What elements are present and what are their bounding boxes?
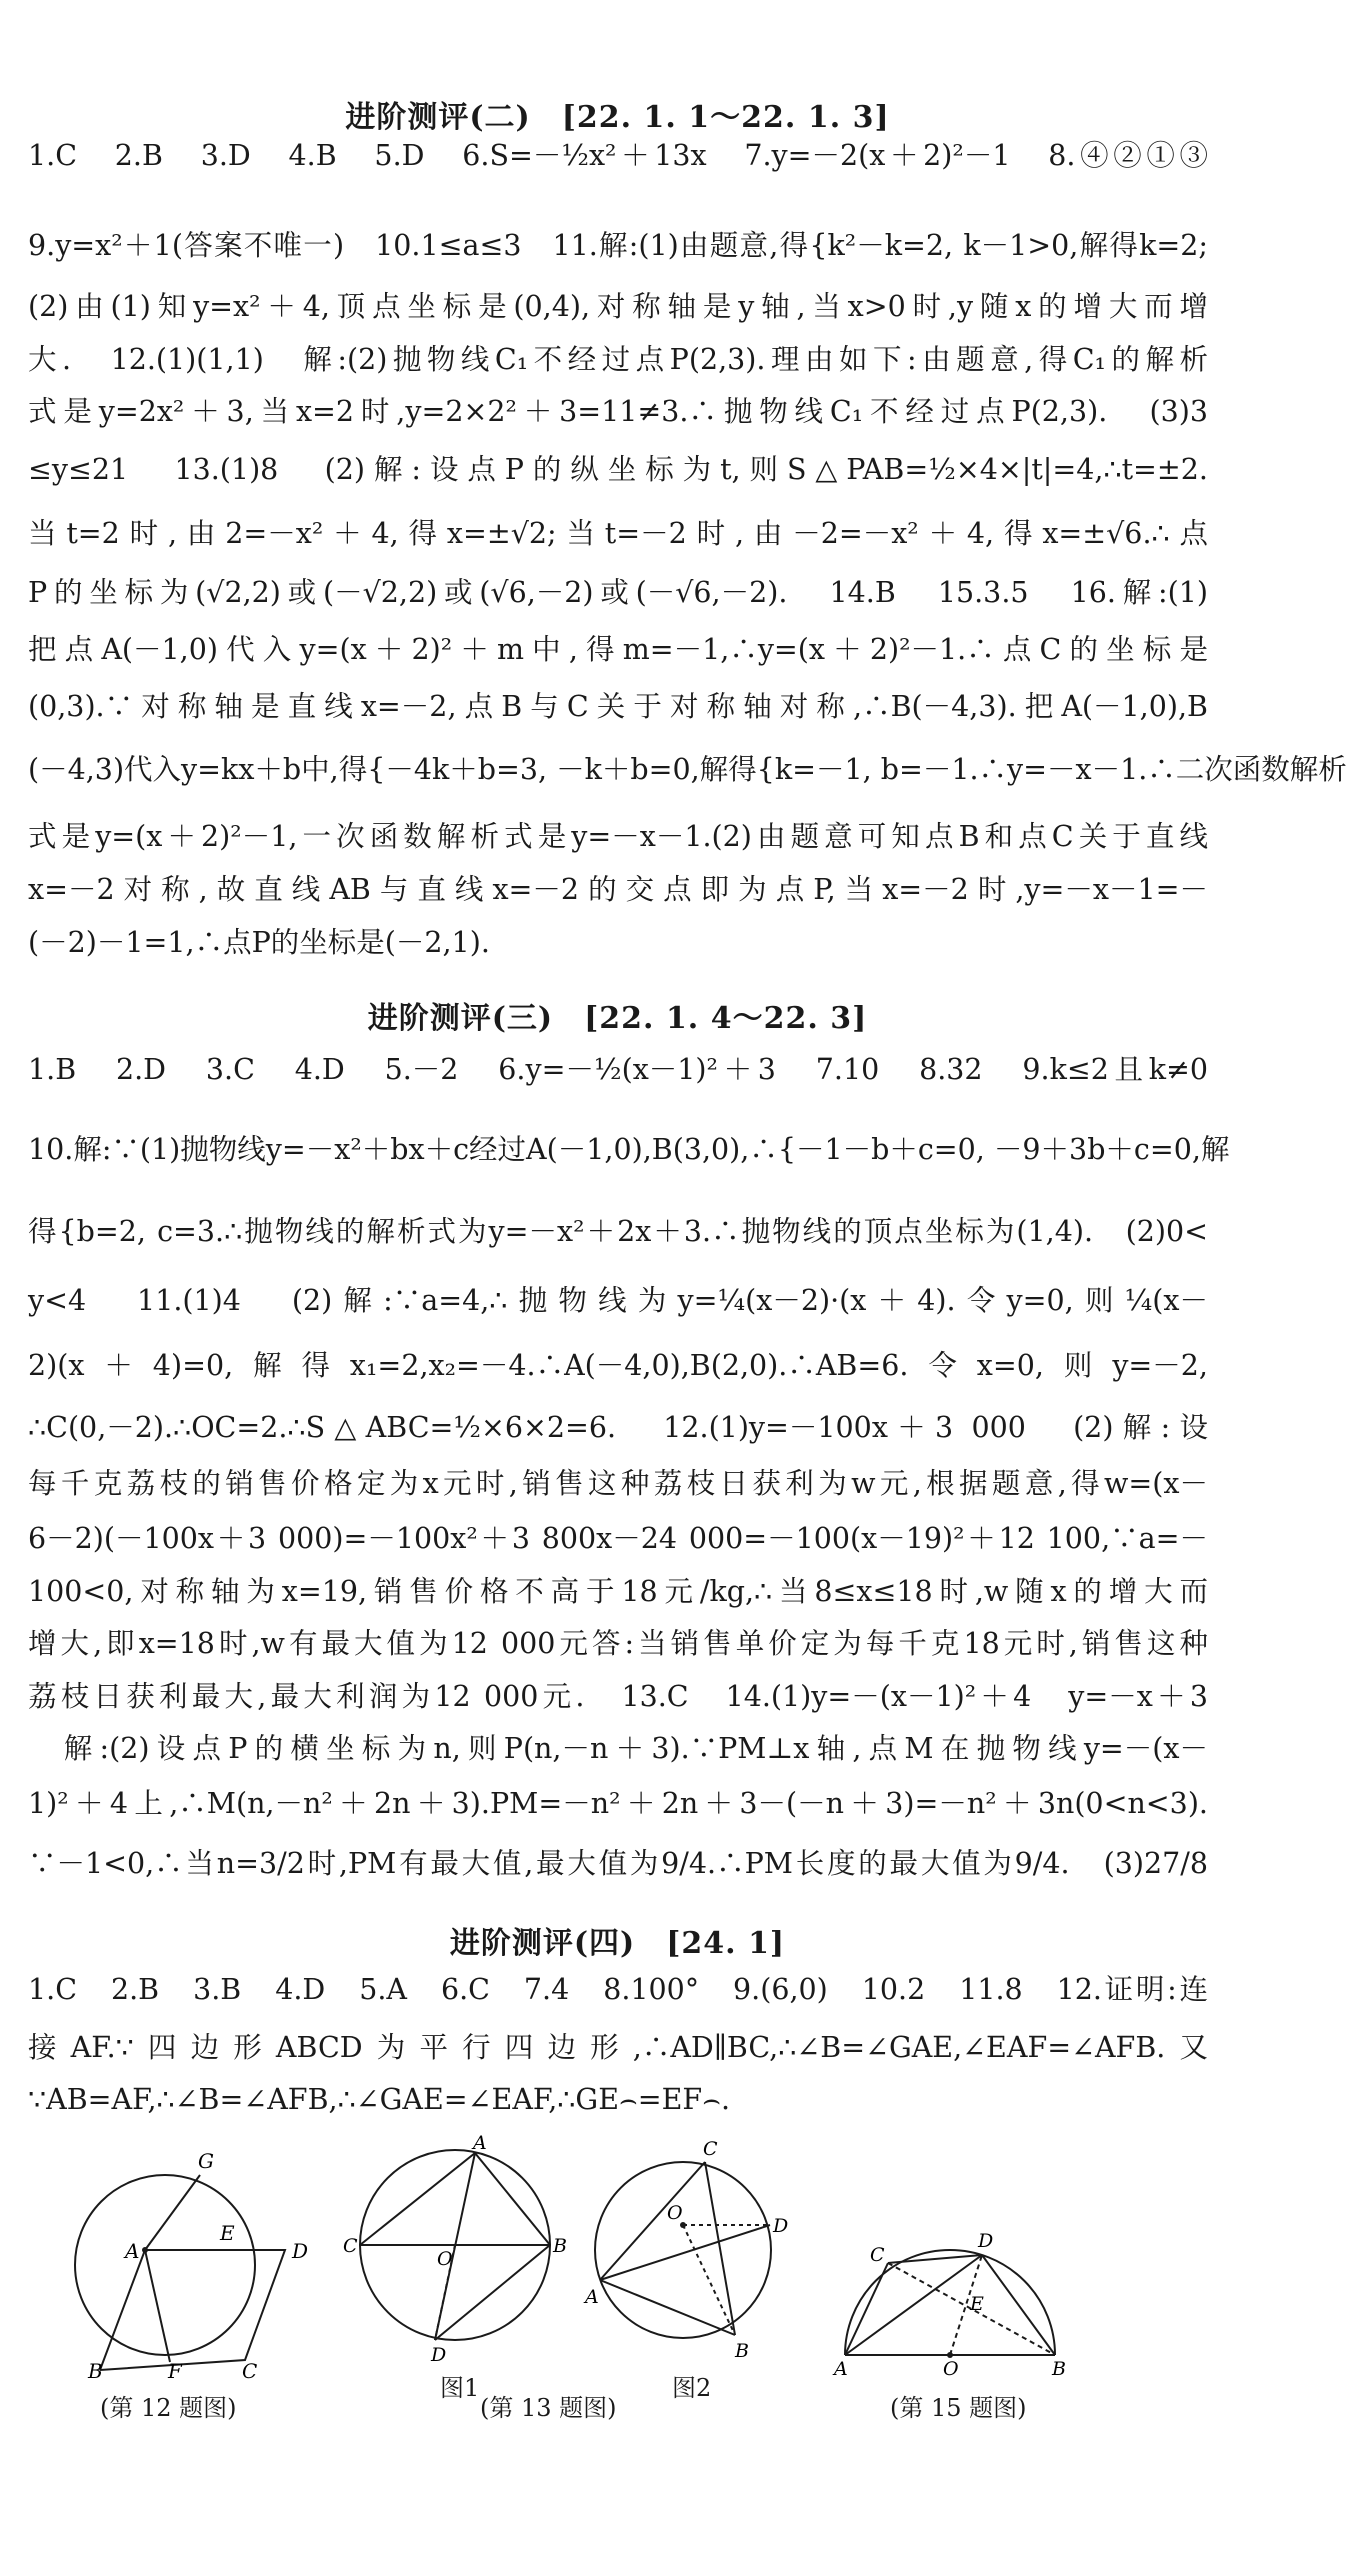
section-title-4: 进阶测评(四) [24. 1] xyxy=(449,1926,786,1961)
label-O: O xyxy=(667,2202,683,2224)
text-line: ∵－1<0,∴当n=3/2时,PM有最大值,最大值为9/4.∴PM长度的最大值为9/4. (3)27/8 xyxy=(28,1847,1208,1880)
text-line: ∴C(0,－2).∴OC=2.∴S△ABC=½×6×2=6. 12.(1)y=－100x＋3 000 (2)解:设 xyxy=(28,1411,1208,1444)
label-O: O xyxy=(943,2358,959,2380)
text-line: 荔枝日获利最大,最大利润为12 000元. 13.C 14.(1)y=－(x－1)²＋4 y=－x＋3 xyxy=(28,1680,1208,1713)
text-line: (2)由(1)知y=x²＋4,顶点坐标是(0,4),对称轴是y轴,当x>0时,y随x的增大而增 xyxy=(28,290,1208,323)
figure-12-drawing xyxy=(70,2149,320,2383)
text-line: 式是y=2x²＋3,当x=2时,y=2×2²＋3=11≠3.∴抛物线C₁不经过点P(2,3). (3)3 xyxy=(28,395,1208,428)
text-line: (－2)－1=1,∴点P的坐标是(－2,1). xyxy=(28,926,490,959)
label-G: G xyxy=(198,2149,214,2173)
caption-13-2: 图2 xyxy=(672,2374,712,2402)
label-A: A xyxy=(585,2286,599,2308)
text-line: 接AF.∵四边形ABCD为平行四边形,∴AD∥BC,∴∠B=∠GAE,∠EAF=∠AFB.又 xyxy=(28,2031,1208,2064)
label-O: O xyxy=(437,2248,453,2270)
text-line: 10.解:∵(1)抛物线y=－x²＋bx＋c经过A(－1,0),B(3,0),∴{－1－b＋c=0, －9＋3b＋c=0,解 xyxy=(28,1133,1230,1166)
label-A: A xyxy=(473,2132,487,2154)
caption-13-1: 图1 xyxy=(440,2374,480,2402)
figure-13-2 xyxy=(585,2135,789,2365)
text-line: 得{b=2, c=3.∴抛物线的解析式为y=－x²＋2x＋3.∴抛物线的顶点坐标为(1,4). (2)0< xyxy=(28,1215,1208,1248)
figure-12 xyxy=(70,2149,320,2383)
text-line: (－4,3)代入y=kx＋b中,得{－4k＋b=3, －k＋b=0,解得{k=－1, b=－1.∴y=－x－1.∴二次函数解析 xyxy=(28,753,1347,786)
caption-12: (第 12 题图) xyxy=(100,2394,237,2422)
text-line: 6－2)(－100x＋3 000)=－100x²＋3 800x－24 000=－100(x－19)²＋12 100,∵a=－ xyxy=(28,1522,1208,1555)
caption-13: (第 13 题图) xyxy=(480,2394,617,2422)
text-line: 把点A(－1,0)代入y=(x＋2)²＋m中,得m=－1,∴y=(x＋2)²－1.∴点C的坐标是 xyxy=(28,633,1208,666)
text-line: 9.y=x²＋1(答案不唯一) 10.1≤a≤3 11.解:(1)由题意,得{k²－k=2, k－1>0,解得k=2; xyxy=(28,229,1208,262)
text-line: 每千克荔枝的销售价格定为x元时,销售这种荔枝日获利为w元,根据题意,得w=(x－ xyxy=(28,1467,1208,1500)
text-line: 式是y=(x＋2)²－1,一次函数解析式是y=－x－1.(2)由题意可知点B和点C关于直线 xyxy=(28,820,1208,853)
label-C: C xyxy=(242,2359,258,2383)
text-line: 2)(x＋4)=0,解得x₁=2,x₂=－4.∴A(－4,0),B(2,0).∴AB=6.令x=0,则y=－2, xyxy=(28,1349,1208,1382)
text-line: 1.B 2.D 3.C 4.D 5.－2 6.y=－½(x－1)²＋3 7.10 8.32 9.k≤2且k≠0 xyxy=(28,1053,1208,1086)
label-D: D xyxy=(978,2230,994,2252)
label-B: B xyxy=(735,2340,749,2362)
label-B: B xyxy=(88,2359,103,2383)
text-line: (0,3).∵对称轴是直线x=－2,点B与C关于对称轴对称,∴B(－4,3).把A(－1,0),B xyxy=(28,690,1208,723)
figure-15 xyxy=(830,2165,1070,2380)
label-B: B xyxy=(553,2235,567,2257)
text-line: 当t=2时,由2=－x²＋4,得x=±√2;当t=－2时,由－2=－x²＋4,得x=±√6.∴点 xyxy=(28,517,1208,550)
label-B: B xyxy=(1052,2358,1066,2380)
label-D: D xyxy=(292,2239,309,2263)
label-C: C xyxy=(343,2235,358,2257)
label-C: C xyxy=(703,2138,718,2160)
caption-15: (第 15 题图) xyxy=(890,2394,1027,2422)
text-line: 100<0,对称轴为x=19,销售价格不高于18元/kg,∴当8≤x≤18时,w随x的增大而 xyxy=(28,1575,1208,1608)
label-A: A xyxy=(125,2239,140,2263)
figure-13-1-drawing xyxy=(343,2132,567,2366)
figure-13-2-drawing xyxy=(585,2135,789,2365)
label-D: D xyxy=(431,2344,447,2366)
text-line: x=－2对称,故直线AB与直线x=－2的交点即为点P,当x=－2时,y=－x－1=－ xyxy=(28,873,1208,906)
text-line: ∵AB=AF,∴∠B=∠AFB,∴∠GAE=∠EAF,∴GE⌢=EF⌢. xyxy=(28,2083,731,2116)
label-E: E xyxy=(970,2293,984,2315)
text-line: 解:(2)设点P的横坐标为n,则P(n,－n＋3).∵PM⊥x轴,点M在抛物线y=－(x－ xyxy=(28,1732,1208,1765)
label-E: E xyxy=(220,2221,235,2245)
label-D: D xyxy=(773,2215,789,2237)
section-title-2: 进阶测评(二) [22. 1. 1～22. 1. 3] xyxy=(345,100,890,135)
section-title-3: 进阶测评(三) [22. 1. 4～22. 3] xyxy=(367,1001,868,1036)
figure-15-drawing xyxy=(830,2165,1070,2380)
text-line: ≤y≤21 13.(1)8 (2)解:设点P的纵坐标为t,则S△PAB=½×4×|t|=4,∴t=±2. xyxy=(28,453,1208,486)
text-line: 1.C 2.B 3.D 4.B 5.D 6.S=－½x²＋13x 7.y=－2(x＋2)²－1 8.④②①③ xyxy=(28,139,1208,172)
text-line: 1.C 2.B 3.B 4.D 5.A 6.C 7.4 8.100° 9.(6,0) 10.2 11.8 12.证明:连 xyxy=(28,1973,1208,2006)
text-line: 大. 12.(1)(1,1) 解:(2)抛物线C₁不经过点P(2,3).理由如下:由题意,得C₁的解析 xyxy=(28,343,1208,376)
label-C: C xyxy=(870,2244,885,2266)
text-line: 增大,即x=18时,w有最大值为12 000元答:当销售单价定为每千克18元时,销售这种 xyxy=(28,1627,1208,1660)
label-A: A xyxy=(834,2358,848,2380)
text-line: P的坐标为(√2,2)或(－√2,2)或(√6,－2)或(－√6,－2). 14.B 15.3.5 16.解:(1) xyxy=(28,576,1208,609)
text-line: 1)²＋4上,∴M(n,－n²＋2n＋3).PM=－n²＋2n＋3－(－n＋3)=－n²＋3n(0<n<3). xyxy=(28,1787,1208,1820)
label-F: F xyxy=(168,2359,182,2383)
figure-13-1 xyxy=(343,2132,567,2366)
text-line: y<4 11.(1)4 (2)解:∵a=4,∴抛物线为y=¼(x－2)·(x＋4).令y=0,则¼(x－ xyxy=(28,1284,1208,1317)
